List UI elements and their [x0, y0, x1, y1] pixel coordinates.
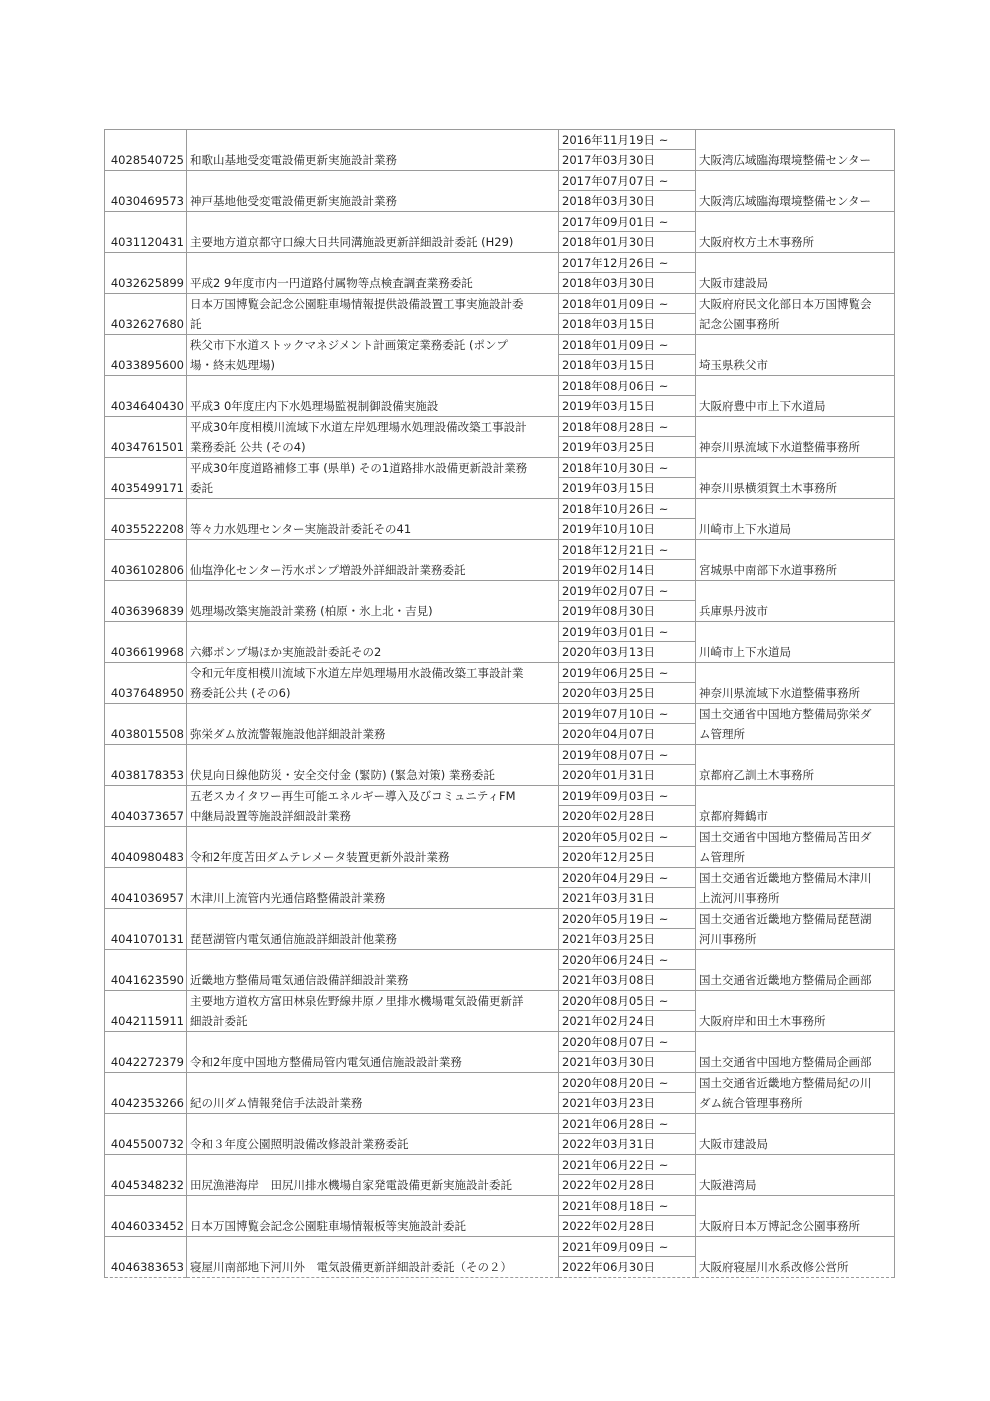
contract-name-line: 令和３年度公園照明設備改修設計業務委託 — [190, 1137, 409, 1151]
table-row — [105, 1155, 895, 1196]
table-row — [105, 581, 895, 622]
contract-client — [696, 1073, 895, 1114]
contract-id: 4041623590 — [105, 950, 187, 991]
contract-period — [559, 540, 696, 581]
contract-name — [187, 294, 559, 335]
contract-period — [559, 130, 696, 171]
contract-id: 4033895600 — [105, 335, 187, 376]
contract-period — [559, 417, 696, 458]
contract-client-line: 河川事務所 — [699, 932, 757, 946]
contract-name-line: 平成2 9年度市内一円道路付属物等点検査調査業務委託 — [190, 276, 473, 290]
contract-period — [559, 991, 696, 1032]
contract-name-line: 秩父市下水道ストックマネジメント計画策定業務委託 (ポンプ — [190, 338, 508, 352]
contract-name-line: 令和2年度苫田ダムテレメータ装置更新外設計業務 — [190, 850, 450, 864]
contract-id: 4031120431 — [105, 212, 187, 253]
contract-name-line: 主要地方道京都守口線大日共同溝施設更新詳細設計委託 (H29) — [190, 235, 514, 249]
contract-client — [696, 540, 895, 581]
contract-id: 4035499171 — [105, 458, 187, 499]
table-row — [105, 540, 895, 581]
contract-name-line: 仙塩浄化センター汚水ポンプ増設外詳細設計業務委託 — [190, 563, 466, 577]
contract-name-line: 和歌山基地受変電設備更新実施設計業務 — [190, 153, 397, 167]
period-start: 2020年06月24日 ~ — [559, 950, 695, 970]
contract-period — [559, 868, 696, 909]
contract-client-line: 京都府舞鶴市 — [699, 809, 768, 823]
contract-name-line: 寝屋川南部地下河川外 電気設備更新詳細設計委託（その２） — [190, 1260, 512, 1274]
period-end: 2018年01月30日 — [562, 235, 656, 249]
period-start: 2019年09月03日 ~ — [559, 786, 695, 806]
contract-id: 4038178353 — [105, 745, 187, 786]
period-start: 2018年10月30日 ~ — [559, 458, 695, 478]
table-row — [105, 1196, 895, 1237]
table-row — [105, 335, 895, 376]
contract-client — [696, 663, 895, 704]
contract-name-line: 令和元年度相模川流域下水道左岸処理場用水設備改築工事設計業 — [190, 666, 524, 680]
contract-client-line: 大阪市建設局 — [699, 1137, 768, 1151]
period-start: 2020年05月19日 ~ — [559, 909, 695, 929]
period-start: 2019年07月10日 ~ — [559, 704, 695, 724]
contract-name — [187, 212, 559, 253]
contract-client-line: 国土交通省中国地方整備局企画部 — [699, 1055, 872, 1069]
contract-period — [559, 581, 696, 622]
contract-client-line: 国土交通省近畿地方整備局琵琶湖 — [699, 912, 872, 926]
contract-client — [696, 827, 895, 868]
period-end: 2021年03月31日 — [562, 891, 656, 905]
contract-client-line: 国土交通省中国地方整備局苫田ダ — [699, 830, 872, 844]
table-row — [105, 1032, 895, 1073]
period-end: 2018年03月15日 — [562, 317, 656, 331]
contract-name-line: 平成3 0年度庄内下水処理場監視制御設備実施設 — [190, 399, 439, 413]
period-end: 2020年01月31日 — [562, 768, 656, 782]
contract-client — [696, 1032, 895, 1073]
contract-client-line: 川崎市上下水道局 — [699, 645, 791, 659]
period-start: 2020年08月07日 ~ — [559, 1032, 695, 1052]
contract-id: 4034761501 — [105, 417, 187, 458]
period-end: 2022年06月30日 — [562, 1260, 656, 1274]
table-row — [105, 1073, 895, 1114]
contract-client-line: 国土交通省近畿地方整備局企画部 — [699, 973, 872, 987]
period-start: 2018年08月06日 ~ — [559, 376, 695, 396]
contract-period — [559, 1155, 696, 1196]
contract-period — [559, 458, 696, 499]
contract-period — [559, 294, 696, 335]
period-start: 2016年11月19日 ~ — [559, 130, 695, 150]
period-start: 2021年08月18日 ~ — [559, 1196, 695, 1216]
contract-name-line: 平成30年度相模川流域下水道左岸処理場水処理設備改築工事設計 — [190, 420, 527, 434]
contract-id: 4045500732 — [105, 1114, 187, 1155]
contract-client — [696, 868, 895, 909]
contract-client — [696, 335, 895, 376]
contract-name — [187, 704, 559, 745]
table-row — [105, 745, 895, 786]
period-end: 2019年03月15日 — [562, 481, 656, 495]
contract-id: 4032627680 — [105, 294, 187, 335]
table-row — [105, 704, 895, 745]
contract-client-line: 国土交通省中国地方整備局弥栄ダ — [699, 707, 872, 721]
contract-client-line: 国土交通省近畿地方整備局木津川 — [699, 871, 872, 885]
contract-client — [696, 581, 895, 622]
contract-name-line: 六郷ポンプ場ほか実施設計委託その2 — [190, 645, 382, 659]
contract-client-line: 国土交通省近畿地方整備局紀の川 — [699, 1076, 872, 1090]
period-start: 2019年06月25日 ~ — [559, 663, 695, 683]
period-start: 2021年06月22日 ~ — [559, 1155, 695, 1175]
contract-id: 4032625899 — [105, 253, 187, 294]
period-start: 2019年03月01日 ~ — [559, 622, 695, 642]
contract-name — [187, 253, 559, 294]
period-end: 2019年08月30日 — [562, 604, 656, 618]
period-end: 2020年02月28日 — [562, 809, 656, 823]
period-start: 2017年07月07日 ~ — [559, 171, 695, 191]
contract-name — [187, 991, 559, 1032]
contract-client-line: 大阪府岸和田土木事務所 — [699, 1014, 826, 1028]
period-end: 2020年04月07日 — [562, 727, 656, 741]
table-row — [105, 130, 895, 171]
period-start: 2017年09月01日 ~ — [559, 212, 695, 232]
contract-name — [187, 417, 559, 458]
contract-name — [187, 1073, 559, 1114]
contract-client — [696, 745, 895, 786]
table-row — [105, 458, 895, 499]
contract-table — [104, 129, 895, 1278]
period-start: 2021年09月09日 ~ — [559, 1237, 695, 1257]
contract-period — [559, 909, 696, 950]
contract-name — [187, 1114, 559, 1155]
contract-name-line: 五老スカイタワー再生可能エネルギー導入及びコミュニティFM — [190, 789, 516, 803]
contract-client — [696, 786, 895, 827]
contract-period — [559, 376, 696, 417]
contract-period — [559, 663, 696, 704]
contract-period — [559, 1032, 696, 1073]
contract-period — [559, 786, 696, 827]
contract-client-line: ダム統合管理事務所 — [699, 1096, 803, 1110]
table-row — [105, 622, 895, 663]
contract-name — [187, 950, 559, 991]
contract-period — [559, 212, 696, 253]
contract-name — [187, 130, 559, 171]
contract-id: 4036619968 — [105, 622, 187, 663]
period-end: 2019年03月15日 — [562, 399, 656, 413]
contract-client-line: 記念公園事務所 — [699, 317, 780, 331]
contract-client-line: ム管理所 — [699, 850, 745, 864]
contract-client-line: 宮城県中南部下水道事務所 — [699, 563, 837, 577]
contract-name — [187, 1237, 559, 1278]
contract-name — [187, 171, 559, 212]
contract-name — [187, 458, 559, 499]
contract-client-line: 大阪湾広域臨海環境整備センター — [699, 194, 872, 208]
period-end: 2021年03月25日 — [562, 932, 656, 946]
contract-name-line: 近畿地方整備局電気通信設備詳細設計業務 — [190, 973, 409, 987]
contract-period — [559, 1073, 696, 1114]
contract-id: 4035522208 — [105, 499, 187, 540]
contract-name — [187, 1155, 559, 1196]
contract-client — [696, 1237, 895, 1278]
contract-period — [559, 745, 696, 786]
contract-client-line: 埼玉県秩父市 — [699, 358, 768, 372]
contract-client — [696, 622, 895, 663]
contract-client-line: 川崎市上下水道局 — [699, 522, 791, 536]
contract-name-line: 平成30年度道路補修工事 (県単) その1道路排水設備更新設計業務 — [190, 461, 528, 475]
contract-id: 4040980483 — [105, 827, 187, 868]
contract-id: 4030469573 — [105, 171, 187, 212]
contract-name — [187, 335, 559, 376]
contract-id: 4046033452 — [105, 1196, 187, 1237]
contract-client-line: ム管理所 — [699, 727, 745, 741]
contract-name-line: 紀の川ダム情報発信手法設計業務 — [190, 1096, 363, 1110]
contract-client — [696, 704, 895, 745]
table-row — [105, 417, 895, 458]
period-start: 2020年08月05日 ~ — [559, 991, 695, 1011]
contract-name-line: 託 — [190, 317, 202, 331]
contract-name-line: 主要地方道枚方富田林泉佐野線井原ノ里排水機場電気設備更新詳 — [190, 994, 524, 1008]
period-end: 2020年03月13日 — [562, 645, 656, 659]
period-end: 2020年12月25日 — [562, 850, 656, 864]
contract-client-line: 京都府乙訓土木事務所 — [699, 768, 814, 782]
contract-name — [187, 827, 559, 868]
contract-client — [696, 171, 895, 212]
period-end: 2018年03月30日 — [562, 194, 656, 208]
contract-client — [696, 376, 895, 417]
contract-client-line: 神奈川県流域下水道整備事務所 — [699, 686, 860, 700]
contract-period — [559, 335, 696, 376]
contract-name-line: 木津川上流管内光通信路整備設計業務 — [190, 891, 386, 905]
period-start: 2018年12月21日 ~ — [559, 540, 695, 560]
contract-name — [187, 868, 559, 909]
period-start: 2018年08月28日 ~ — [559, 417, 695, 437]
period-end: 2021年02月24日 — [562, 1014, 656, 1028]
contract-client — [696, 212, 895, 253]
table-row — [105, 950, 895, 991]
contract-id: 4046383653 — [105, 1237, 187, 1278]
contract-id: 4042353266 — [105, 1073, 187, 1114]
contract-period — [559, 622, 696, 663]
contract-period — [559, 1114, 696, 1155]
contract-id: 4028540725 — [105, 130, 187, 171]
contract-client-line: 兵庫県丹波市 — [699, 604, 768, 618]
contract-name-line: 細設計委託 — [190, 1014, 248, 1028]
contract-id: 4040373657 — [105, 786, 187, 827]
contract-name — [187, 663, 559, 704]
period-start: 2019年08月07日 ~ — [559, 745, 695, 765]
contract-client — [696, 950, 895, 991]
contract-name-line: 業務委託 公共 (その4) — [190, 440, 306, 454]
contract-client-line: 大阪市建設局 — [699, 276, 768, 290]
period-end: 2021年03月23日 — [562, 1096, 656, 1110]
period-end: 2022年02月28日 — [562, 1219, 656, 1233]
table-row — [105, 991, 895, 1032]
contract-client — [696, 1114, 895, 1155]
period-end: 2018年03月30日 — [562, 276, 656, 290]
contract-id: 4041070131 — [105, 909, 187, 950]
period-end: 2021年03月30日 — [562, 1055, 656, 1069]
contract-client — [696, 294, 895, 335]
table-row — [105, 376, 895, 417]
period-end: 2018年03月15日 — [562, 358, 656, 372]
contract-name-line: 弥栄ダム放流警報施設他詳細設計業務 — [190, 727, 386, 741]
table-row — [105, 171, 895, 212]
contract-client-line: 大阪府枚方土木事務所 — [699, 235, 814, 249]
contract-name-line: 中継局設置等施設詳細設計業務 — [190, 809, 351, 823]
contract-period — [559, 1237, 696, 1278]
contract-client-line: 神奈川県流域下水道整備事務所 — [699, 440, 860, 454]
period-end: 2021年03月08日 — [562, 973, 656, 987]
contract-client — [696, 130, 895, 171]
contract-client-line: 上流河川事務所 — [699, 891, 780, 905]
contract-period — [559, 499, 696, 540]
contract-client — [696, 1155, 895, 1196]
contract-client — [696, 417, 895, 458]
period-start: 2020年08月20日 ~ — [559, 1073, 695, 1093]
contract-name-line: 場・終末処理場) — [190, 358, 275, 372]
table-row — [105, 1114, 895, 1155]
table-row — [105, 827, 895, 868]
contract-client — [696, 458, 895, 499]
contract-name — [187, 909, 559, 950]
contract-period — [559, 827, 696, 868]
contract-table-body — [105, 130, 895, 1278]
period-end: 2020年03月25日 — [562, 686, 656, 700]
period-start: 2018年10月26日 ~ — [559, 499, 695, 519]
contract-id: 4036396839 — [105, 581, 187, 622]
contract-client-line: 大阪湾広域臨海環境整備センター — [699, 153, 872, 167]
contract-client-line: 神奈川県横須賀土木事務所 — [699, 481, 837, 495]
table-row — [105, 294, 895, 335]
contract-name-line: 田尻漁港海岸 田尻川排水機場自家発電設備更新実施設計委託 — [190, 1178, 512, 1192]
table-row — [105, 909, 895, 950]
table-row — [105, 868, 895, 909]
contract-name — [187, 540, 559, 581]
contract-client — [696, 1196, 895, 1237]
contract-name — [187, 786, 559, 827]
contract-id: 4042272379 — [105, 1032, 187, 1073]
contract-client-line: 大阪府府民文化部日本万国博覧会 — [699, 297, 872, 311]
contract-id: 4037648950 — [105, 663, 187, 704]
contract-name — [187, 499, 559, 540]
contract-period — [559, 253, 696, 294]
contract-name-line: 務委託公共 (その6) — [190, 686, 291, 700]
contract-name — [187, 376, 559, 417]
period-start: 2018年01月09日 ~ — [559, 294, 695, 314]
contract-period — [559, 704, 696, 745]
period-end: 2019年03月25日 — [562, 440, 656, 454]
contract-name-line: 等々力水処理センター実施設計委託その41 — [190, 522, 412, 536]
contract-name — [187, 622, 559, 663]
contract-client-line: 大阪府豊中市上下水道局 — [699, 399, 826, 413]
table-row — [105, 663, 895, 704]
contract-name-line: 日本万国博覧会記念公園駐車場情報提供設備設置工事実施設計委 — [190, 297, 524, 311]
contract-client — [696, 991, 895, 1032]
contract-name — [187, 1196, 559, 1237]
contract-name-line: 伏見向日線他防災・安全交付金 (緊防) (緊急対策) 業務委託 — [190, 768, 495, 782]
period-start: 2020年04月29日 ~ — [559, 868, 695, 888]
contract-name-line: 琵琶湖管内電気通信施設詳細設計他業務 — [190, 932, 397, 946]
contract-client — [696, 499, 895, 540]
period-end: 2022年02月28日 — [562, 1178, 656, 1192]
contract-id: 4041036957 — [105, 868, 187, 909]
period-start: 2019年02月07日 ~ — [559, 581, 695, 601]
period-start: 2018年01月09日 ~ — [559, 335, 695, 355]
contract-period — [559, 950, 696, 991]
period-end: 2019年10月10日 — [562, 522, 656, 536]
contract-client — [696, 909, 895, 950]
period-end: 2017年03月30日 — [562, 153, 656, 167]
contract-period — [559, 1196, 696, 1237]
contract-period — [559, 171, 696, 212]
contract-name-line: 令和2年度中国地方整備局管内電気通信施設設計業務 — [190, 1055, 462, 1069]
contract-client-line: 大阪港湾局 — [699, 1178, 757, 1192]
contract-name-line: 処理場改築実施設計業務 (柏原・氷上北・吉見) — [190, 604, 433, 618]
contract-id: 4034640430 — [105, 376, 187, 417]
period-end: 2022年03月31日 — [562, 1137, 656, 1151]
table-row — [105, 499, 895, 540]
contract-id: 4038015508 — [105, 704, 187, 745]
contract-name-line: 委託 — [190, 481, 213, 495]
period-end: 2019年02月14日 — [562, 563, 656, 577]
table-row — [105, 253, 895, 294]
contract-name-line: 神戸基地他受変電設備更新実施設計業務 — [190, 194, 397, 208]
contract-name-line: 日本万国博覧会記念公園駐車場情報板等実施設計委託 — [190, 1219, 466, 1233]
period-start: 2020年05月02日 ~ — [559, 827, 695, 847]
contract-id: 4036102806 — [105, 540, 187, 581]
contract-client — [696, 253, 895, 294]
table-row — [105, 1237, 895, 1278]
table-row — [105, 212, 895, 253]
period-start: 2021年06月28日 ~ — [559, 1114, 695, 1134]
contract-name — [187, 745, 559, 786]
contract-id: 4045348232 — [105, 1155, 187, 1196]
contract-id: 4042115911 — [105, 991, 187, 1032]
period-start: 2017年12月26日 ~ — [559, 253, 695, 273]
contract-client-line: 大阪府寝屋川水系改修公営所 — [699, 1260, 849, 1274]
contract-name — [187, 1032, 559, 1073]
contract-name — [187, 581, 559, 622]
contract-client-line: 大阪府日本万博記念公園事務所 — [699, 1219, 860, 1233]
table-row — [105, 786, 895, 827]
